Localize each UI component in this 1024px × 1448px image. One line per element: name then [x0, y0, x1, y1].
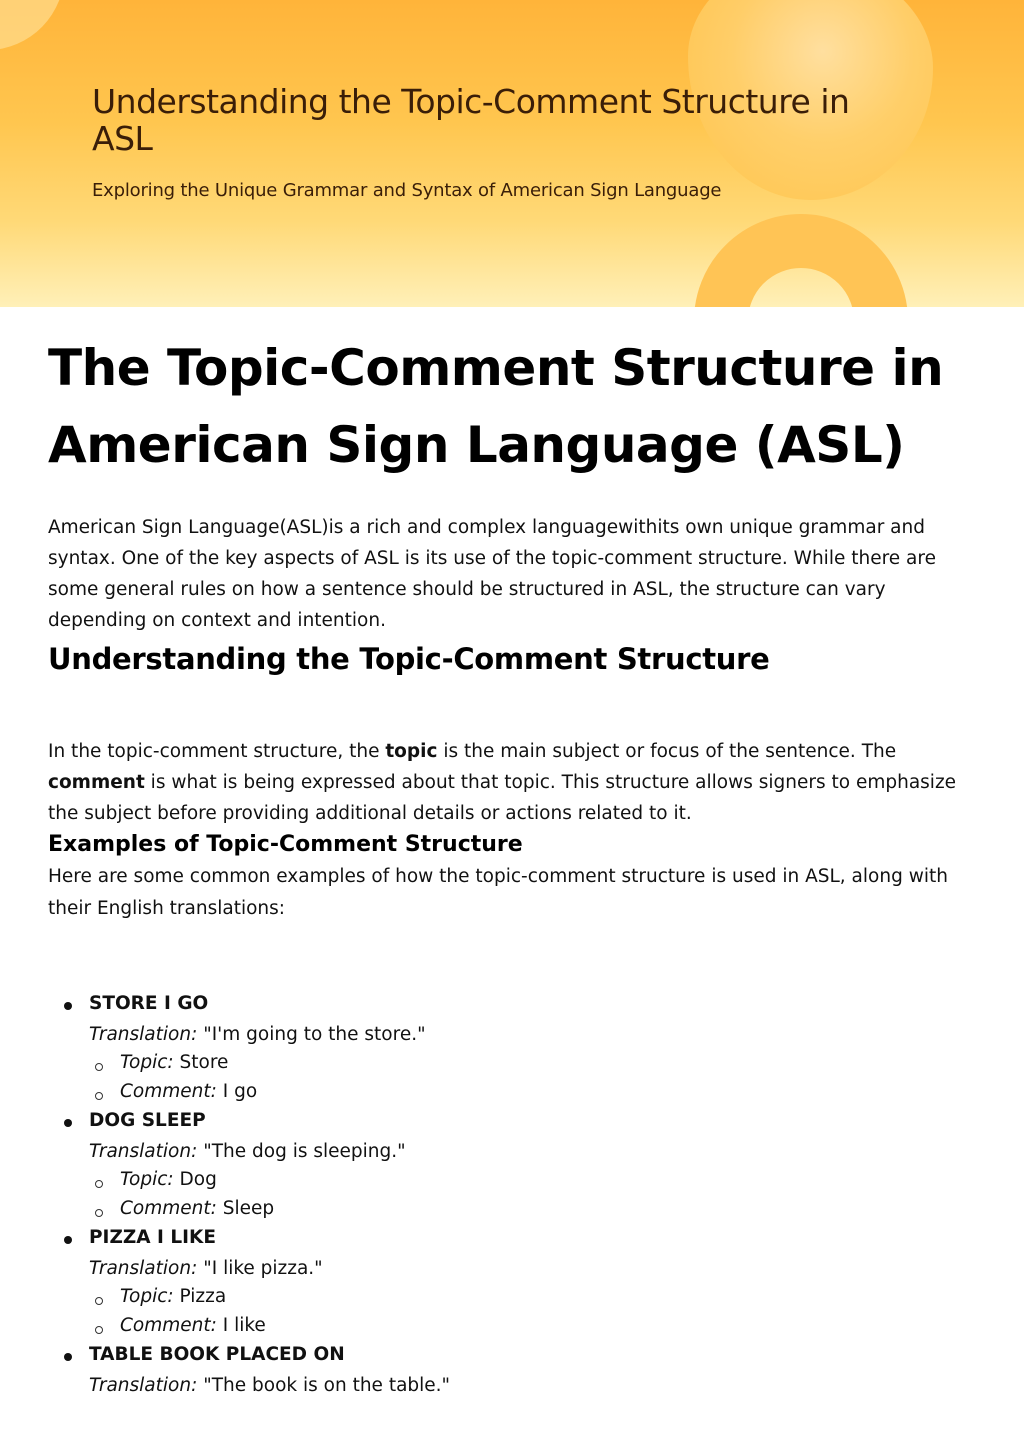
explanation-text: In the topic-comment structure, the — [48, 741, 386, 762]
translation-text: "The dog is sleeping." — [203, 1141, 406, 1162]
header-banner — [0, 0, 1024, 307]
header-title: Understanding the Topic-Comment Structure in ASL — [92, 82, 850, 158]
examples-intro: Here are some common examples of how the topic-comment structure is used in ASL, along with their English translations: — [48, 866, 948, 919]
list-item — [48, 1340, 983, 1400]
examples-title: Examples of Topic-Comment Structure — [48, 832, 523, 857]
comment-label: Comment: — [120, 1314, 217, 1336]
topic-label: Topic: — [120, 1052, 174, 1073]
intro-paragraph: American Sign Language(ASL)is a rich and complex languagewithits own unique grammar and syntax. One of the key aspects of ASL is its use of the topic-comment structure. While there are some general rules on how a sentence should be structured in ASL, the structure can vary depending on context and intention. — [48, 517, 936, 631]
topic-term: topic — [385, 741, 438, 762]
comment-value: I go — [222, 1080, 258, 1102]
list-item — [48, 1223, 983, 1340]
list-item — [89, 1312, 983, 1341]
example-translation — [89, 1254, 983, 1283]
topic-value: Pizza — [179, 1286, 227, 1307]
example-sign: DOG SLEEP — [89, 1110, 206, 1131]
translation-label: Translation: — [89, 1024, 198, 1045]
explanation-text: is what is being expressed about that topic. This structure allows signers to emphasize the subject before providing additional details or actions related to it. — [48, 772, 957, 824]
comment-term: comment — [48, 772, 145, 793]
page-title: The Topic-Comment Structure in American Sign Language (ASL) — [48, 339, 944, 474]
example-sign: TABLE BOOK PLACED ON — [89, 1344, 345, 1365]
translation-label: Translation: — [89, 1375, 198, 1396]
list-item — [89, 1166, 983, 1195]
translation-label: Translation: — [89, 1141, 198, 1162]
decorative-blob — [0, 0, 65, 50]
translation-text: "The book is on the table." — [203, 1375, 451, 1396]
section-title: Understanding the Topic-Comment Structure — [48, 642, 770, 676]
example-sign: STORE I GO — [89, 993, 209, 1014]
list-item — [48, 1106, 983, 1223]
example-translation — [89, 1020, 983, 1049]
example-sign: PIZZA I LIKE — [89, 1227, 216, 1248]
explanation-text: is the main subject or focus of the sentence. The — [437, 741, 897, 762]
decorative-ring — [694, 214, 908, 307]
list-item — [89, 1078, 983, 1107]
example-details — [89, 1283, 983, 1340]
list-item — [89, 1049, 983, 1078]
translation-text: "I like pizza." — [203, 1258, 323, 1279]
explanation-paragraph — [48, 736, 983, 829]
examples-list — [48, 989, 983, 1400]
comment-label: Comment: — [120, 1080, 217, 1102]
list-item — [89, 1195, 983, 1224]
translation-text: "I'm going to the store." — [203, 1024, 426, 1045]
comment-value: Sleep — [222, 1197, 275, 1219]
comment-label: Comment: — [120, 1197, 217, 1219]
topic-value: Store — [179, 1052, 229, 1073]
comment-value: I like — [222, 1314, 266, 1336]
example-details — [89, 1049, 983, 1106]
topic-label: Topic: — [120, 1286, 174, 1307]
translation-label: Translation: — [89, 1258, 198, 1279]
topic-value: Dog — [179, 1169, 217, 1190]
example-translation — [89, 1371, 983, 1400]
list-item — [48, 989, 983, 1106]
header-subtitle: Exploring the Unique Grammar and Syntax of American Sign Language — [92, 180, 722, 201]
topic-label: Topic: — [120, 1169, 174, 1190]
example-translation — [89, 1137, 983, 1166]
main-content — [48, 330, 983, 1400]
example-details — [89, 1166, 983, 1223]
list-item — [89, 1283, 983, 1312]
